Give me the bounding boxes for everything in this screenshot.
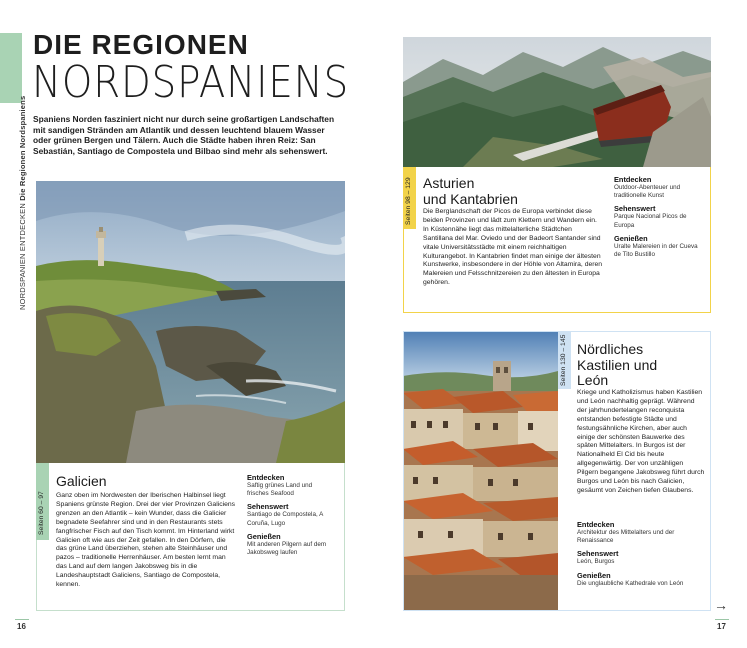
chapter-side-label <box>4 95 27 310</box>
intro-paragraph: Spaniens Norden fasziniert nicht nur durch seine großartigen Landschaften mit sandigen Stränden am Atlantik und dessen leuchtend blauem Wasser oder grünen Bergen und Tälern. Auch die Städte haben ihren Reiz: San Sebastián, Santiago de Compostela und Bilbao sind mehr als sehenswert. <box>33 114 335 156</box>
kastilien-title-line3: León <box>577 372 609 388</box>
kastilien-info-heading-1: Entdecken <box>577 520 615 529</box>
kastilien-title-line2: Kastilien und <box>577 356 658 373</box>
page-title-line1: DIE REGIONEN <box>33 29 249 60</box>
galicien-info-text-2: Santiago de Compostela, A Coruña, Lugo <box>247 511 323 527</box>
asturien-body: Die Berglandschaft der Picos de Europa verbindet diese beiden Provinzen und lädt zum Klettern und Wandern ein. In Küstennähe liegt das mittelalterliche Städtchen Santillana del Mar. Oviedo und der Badeort Santander sind vitale Universitätsstädte mit einem reichhaltigen Kulturangebot. In Kantabrien findet man einige der ältesten Kunstwerke, insbesondere in der Höhle von Altamira, deren Malereien und Felsschnitzereien zu den ältesten in Europa gehören. <box>423 208 603 287</box>
asturien-info <box>614 175 704 263</box>
galicien-info-heading-3: Genießen <box>247 531 281 541</box>
kastilien-info-heading-3: Genießen <box>577 570 611 580</box>
kastilien-info-text-1: Architektur des Mittelalters und der Renaissance <box>577 529 675 545</box>
galicien-body: Ganz oben im Nordwesten der Iberischen Halbinsel liegt Spaniens grünste Region. Drei der vier Provinzen Galiciens grenzen an den Atlantik – kein Wunder, dass die Galicier begnadete Seefahrer sind und in den Restaurants stets fangfrischer Fisch auf den Tisch kommt. Im Hinterland wirkt Galicien oft wie aus der Zeit gefallen. In den Dörfern, die das grüne Land überziehen, stehen alte Steinhäuser und pazos – traditionelle Herrenhäuser. Am besten lernt man das Land auf dem langen Jakobsweg bis in die Landeshauptstadt Galiciens, Santiago de Compostela, kennen. <box>56 492 236 589</box>
page-number-right: 17 <box>717 622 726 631</box>
kastilien-photo <box>403 331 558 611</box>
asturien-info-heading-3: Genießen <box>614 233 648 243</box>
page-title-line2: NORDSPANIENS <box>32 57 350 108</box>
asturien-info-text-1: Outdoor-Abenteuer und traditionelle Kunst <box>614 184 681 200</box>
page-number-left: 16 <box>17 622 26 631</box>
asturien-pages-strip <box>403 167 416 229</box>
asturien-info-text-2: Parque Nacional Picos de Europa <box>614 213 687 229</box>
side-label-prefix: NORDSPANIEN ENTDECKEN <box>18 203 27 310</box>
chapter-color-tab <box>0 33 22 103</box>
kastilien-info-heading-2: Sehenswert <box>577 549 619 559</box>
asturien-title <box>423 176 518 207</box>
galicien-info-heading-2: Sehenswert <box>247 502 289 512</box>
asturien-title-line2: und Kantabrien <box>423 190 518 207</box>
kastilien-pages: Seiten 130 – 145 <box>560 334 567 386</box>
galicien-photo <box>36 181 345 463</box>
kastilien-info-text-3: Die unglaubliche Kathedrale von León <box>577 579 684 587</box>
page-number-rule-left <box>15 619 29 620</box>
kastilien-title <box>577 342 657 389</box>
side-label-bold: Die Regionen Nordspaniens <box>18 95 27 201</box>
next-page-arrow-icon[interactable]: → <box>714 597 728 613</box>
asturien-info-heading-2: Sehenswert <box>614 204 656 214</box>
asturien-info-heading-1: Entdecken <box>614 175 652 184</box>
asturien-info-text-3: Uralte Malereien in der Cueva de Tito Bustillo <box>614 242 698 259</box>
galicien-info <box>247 473 335 561</box>
asturien-title-line1: Asturien <box>423 175 475 191</box>
galicien-pages-strip <box>36 463 49 540</box>
kastilien-info-text-2: León, Burgos <box>577 558 615 566</box>
kastilien-body: Kriege und Katholizismus haben Kastilien und León nachhaltig geprägt. Während der jahrhundertelangen reconquista entstanden befestigte Städte und festungsähnliche Kirchen, aber auch einige der schönsten Bauwerke des späten Mittelalters. In Burgos ist der Nationalheld El Cid bis heute allgegenwärtig. Der von unzähligen Pilgern begangene Jakobsweg führt durch Burgos und León bis nach Galicien, gesäumt von Zeichen tiefen Glaubens. <box>577 389 705 494</box>
asturien-pages: Seiten 98 – 129 <box>405 177 412 225</box>
galicien-title: Galicien <box>56 473 107 489</box>
kastilien-title-line1: Nördliches <box>577 341 644 357</box>
galicien-info-text-1: Saftig grünes Land und frisches Seafood <box>247 482 313 498</box>
galicien-info-heading-1: Entdecken <box>247 473 285 482</box>
asturien-photo <box>403 37 711 167</box>
galicien-info-text-3: Mit anderen Pilgern auf dem Jakobsweg laufen <box>247 540 327 557</box>
kastilien-info <box>577 520 705 592</box>
page-number-rule-right <box>715 619 729 620</box>
galicien-pages: Seiten 60 – 97 <box>38 491 45 535</box>
kastilien-pages-strip <box>558 331 571 389</box>
